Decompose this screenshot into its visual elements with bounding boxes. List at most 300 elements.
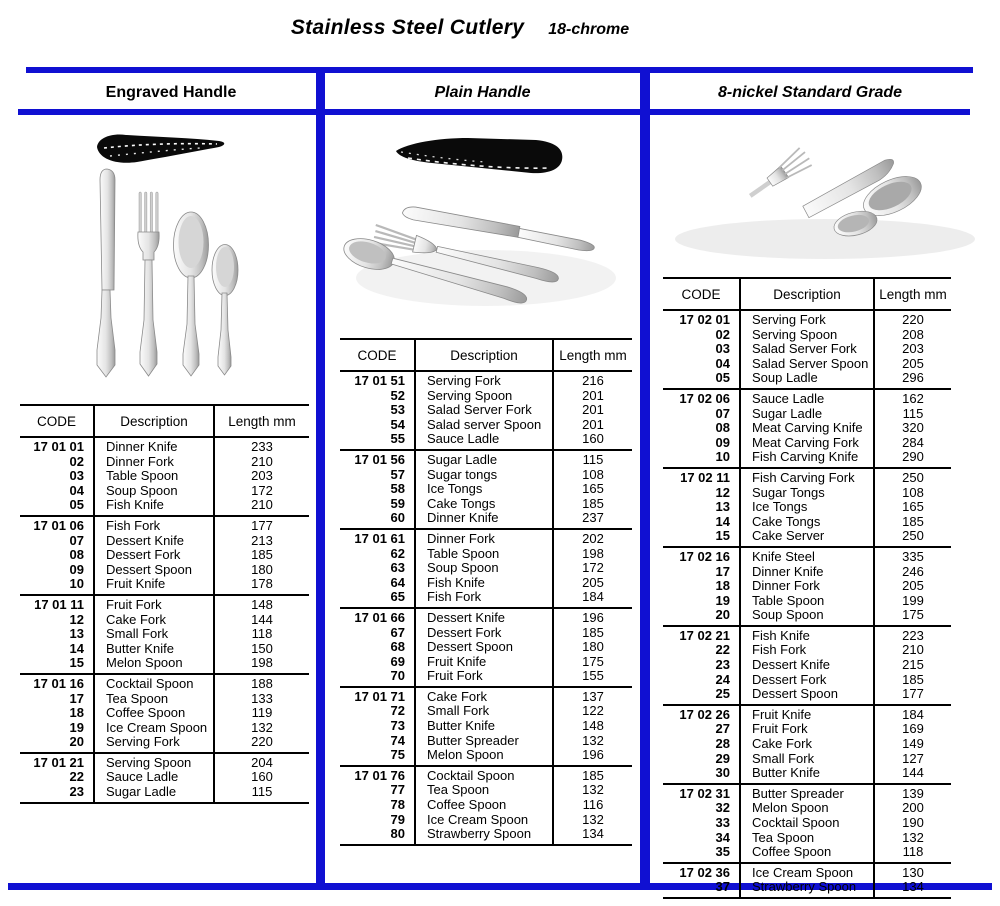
code-cell: 17 01 56 <box>354 451 405 467</box>
table-row <box>340 640 632 655</box>
length-cell: 246 <box>874 565 951 580</box>
column-header: Length mm <box>214 405 309 437</box>
code-cell: 02 <box>69 454 84 469</box>
table-row <box>663 816 951 831</box>
description-cell: Ice Cream Spoon <box>94 721 214 736</box>
table-row <box>340 813 632 828</box>
length-cell: 335 <box>874 547 951 565</box>
title-grade: 18-chrome <box>548 21 630 38</box>
code-cell: 55 <box>390 432 405 447</box>
length-cell: 250 <box>874 529 951 547</box>
engraved-table-spoon-icon <box>174 212 209 376</box>
table-row <box>663 880 951 898</box>
code-cell: 22 <box>69 770 84 785</box>
table-row <box>20 563 309 578</box>
description-cell: Dessert Knife <box>740 658 874 673</box>
length-cell: 296 <box>874 371 951 389</box>
code-cell: 24 <box>715 672 730 687</box>
description-cell: Cake Tongs <box>740 515 874 530</box>
code-cell: 17 <box>715 564 730 579</box>
code-cell: 07 <box>715 406 730 421</box>
nickel-grade-table <box>663 277 951 899</box>
table-row <box>20 627 309 642</box>
code-cell: 70 <box>390 669 405 684</box>
length-cell: 198 <box>214 656 309 674</box>
column-header: Length mm <box>553 339 632 371</box>
description-cell: Coffee Spoon <box>94 706 214 721</box>
table-row <box>663 737 951 752</box>
description-cell: Strawberry Spoon <box>415 827 553 845</box>
code-cell: 25 <box>715 687 730 702</box>
code-cell: 17 01 61 <box>354 530 405 546</box>
length-cell: 188 <box>214 674 309 692</box>
length-cell: 184 <box>553 590 632 608</box>
length-cell: 132 <box>553 734 632 749</box>
code-cell: 23 <box>715 658 730 673</box>
column-divider-1 <box>316 67 325 890</box>
length-cell: 201 <box>553 418 632 433</box>
code-cell: 17 02 21 <box>679 627 730 643</box>
table-row <box>340 511 632 529</box>
description-cell: Fruit Knife <box>94 577 214 595</box>
length-cell: 175 <box>874 608 951 626</box>
top-rule <box>26 67 973 73</box>
length-cell: 220 <box>214 735 309 753</box>
code-cell: 14 <box>69 641 84 656</box>
table-row <box>663 658 951 673</box>
code-cell: 09 <box>69 562 84 577</box>
table-row <box>340 576 632 591</box>
code-cell: 05 <box>715 371 730 386</box>
code-cell: 59 <box>390 496 405 511</box>
length-cell: 137 <box>553 687 632 705</box>
code-cell: 07 <box>69 533 84 548</box>
description-cell: Sauce Ladle <box>415 432 553 450</box>
table-row <box>20 469 309 484</box>
code-cell: 17 01 21 <box>33 754 84 770</box>
table-row <box>663 626 951 644</box>
code-cell: 03 <box>69 469 84 484</box>
length-cell: 148 <box>214 595 309 613</box>
column-header: Description <box>94 405 214 437</box>
table-row <box>663 766 951 784</box>
table-row <box>20 595 309 613</box>
length-cell: 208 <box>874 328 951 343</box>
length-cell: 210 <box>214 455 309 470</box>
table-row <box>663 328 951 343</box>
table-row <box>340 626 632 641</box>
table-row <box>20 498 309 516</box>
code-cell: 18 <box>715 579 730 594</box>
description-cell: Dessert Spoon <box>415 640 553 655</box>
table-row <box>663 565 951 580</box>
length-cell: 205 <box>874 579 951 594</box>
code-cell: 54 <box>390 417 405 432</box>
description-cell: Melon Spoon <box>94 656 214 674</box>
length-cell: 284 <box>874 436 951 451</box>
description-cell: Fruit Fork <box>740 722 874 737</box>
description-cell: Cocktail Spoon <box>415 766 553 784</box>
length-cell: 203 <box>214 469 309 484</box>
description-cell: Fruit Knife <box>415 655 553 670</box>
table-row <box>663 529 951 547</box>
column-divider-2 <box>640 67 650 890</box>
length-cell: 150 <box>214 642 309 657</box>
code-cell: 13 <box>715 500 730 515</box>
code-cell: 15 <box>715 529 730 544</box>
length-cell: 165 <box>874 500 951 515</box>
length-cell: 290 <box>874 450 951 468</box>
code-cell: 17 02 11 <box>680 469 730 485</box>
table-row <box>20 437 309 455</box>
code-cell: 03 <box>715 342 730 357</box>
table-row <box>340 827 632 845</box>
code-cell: 19 <box>715 593 730 608</box>
length-cell: 127 <box>874 752 951 767</box>
table-row <box>20 721 309 736</box>
code-cell: 15 <box>69 656 84 671</box>
description-cell: Dessert Fork <box>415 626 553 641</box>
table-row <box>340 371 632 389</box>
length-cell: 180 <box>553 640 632 655</box>
description-cell: Table Spoon <box>740 594 874 609</box>
description-cell: Table Spoon <box>415 547 553 562</box>
description-cell: Cake Server <box>740 529 874 547</box>
table-row <box>340 468 632 483</box>
length-cell: 178 <box>214 577 309 595</box>
length-cell: 196 <box>553 748 632 766</box>
description-cell: Dinner Fork <box>740 579 874 594</box>
table-row <box>340 403 632 418</box>
table-row <box>340 418 632 433</box>
length-cell: 133 <box>214 692 309 707</box>
length-cell: 177 <box>214 516 309 534</box>
length-cell: 250 <box>874 468 951 486</box>
table-row <box>663 722 951 737</box>
length-cell: 155 <box>553 669 632 687</box>
code-cell: 65 <box>390 590 405 605</box>
code-cell: 17 <box>69 691 84 706</box>
code-cell: 20 <box>69 735 84 750</box>
code-cell: 23 <box>69 785 84 800</box>
length-cell: 122 <box>553 704 632 719</box>
code-cell: 17 02 01 <box>679 312 730 327</box>
description-cell: Dinner Knife <box>740 565 874 580</box>
code-cell: 08 <box>69 548 84 563</box>
table-row <box>20 770 309 785</box>
length-cell: 132 <box>214 721 309 736</box>
length-cell: 185 <box>553 766 632 784</box>
description-cell: Butter Knife <box>415 719 553 734</box>
table-row <box>340 655 632 670</box>
title-main: Stainless Steel Cutlery <box>290 16 525 39</box>
engraved-cutlery-illustration <box>20 118 310 405</box>
description-cell: Sugar Ladle <box>415 450 553 468</box>
description-cell: Soup Spoon <box>740 608 874 626</box>
description-cell: Fruit Fork <box>415 669 553 687</box>
code-cell: 18 <box>69 706 84 721</box>
description-cell: Dessert Spoon <box>94 563 214 578</box>
column-header: CODE <box>340 339 415 371</box>
table-row <box>340 734 632 749</box>
description-cell: Cake Fork <box>740 737 874 752</box>
length-cell: 134 <box>874 880 951 898</box>
description-cell: Cocktail Spoon <box>740 816 874 831</box>
length-cell: 185 <box>874 515 951 530</box>
code-cell: 73 <box>390 719 405 734</box>
code-cell: 33 <box>715 816 730 830</box>
code-cell: 17 02 16 <box>679 548 730 564</box>
length-cell: 203 <box>874 342 951 357</box>
code-cell: 32 <box>715 801 730 816</box>
plain-handle-silhouette-icon <box>396 138 562 173</box>
code-cell: 27 <box>715 722 730 737</box>
table-row <box>663 486 951 501</box>
table-row <box>663 407 951 422</box>
code-cell: 10 <box>715 450 730 465</box>
table-row <box>663 673 951 688</box>
code-cell: 17 01 11 <box>34 596 84 612</box>
table-row <box>340 497 632 512</box>
length-cell: 115 <box>214 785 309 803</box>
code-cell: 17 01 76 <box>354 767 405 783</box>
table-row <box>20 484 309 499</box>
table-row <box>663 310 951 328</box>
description-cell: Serving Spoon <box>415 389 553 404</box>
length-cell: 233 <box>214 437 309 455</box>
column-header: CODE <box>20 405 94 437</box>
table-row <box>663 643 951 658</box>
description-cell: Soup Ladle <box>740 371 874 389</box>
description-cell: Sugar Ladle <box>94 785 214 803</box>
table-row <box>663 357 951 372</box>
table-row <box>20 785 309 803</box>
table-row <box>340 450 632 468</box>
code-cell: 37 <box>715 880 730 895</box>
length-cell: 213 <box>214 534 309 549</box>
table-row <box>663 468 951 486</box>
code-cell: 17 01 01 <box>33 439 84 454</box>
description-cell: Cake Tongs <box>415 497 553 512</box>
code-cell: 69 <box>390 654 405 669</box>
code-cell: 75 <box>390 748 405 763</box>
table-row <box>663 371 951 389</box>
table-row <box>663 579 951 594</box>
length-cell: 115 <box>874 407 951 422</box>
length-cell: 223 <box>874 626 951 644</box>
column-header: CODE <box>663 278 740 310</box>
code-cell: 17 01 66 <box>354 609 405 625</box>
length-cell: 205 <box>874 357 951 372</box>
length-cell: 108 <box>553 468 632 483</box>
description-cell: Melon Spoon <box>415 748 553 766</box>
engraved-dinner-fork-icon <box>138 192 159 376</box>
length-cell: 119 <box>214 706 309 721</box>
description-cell: Table Spoon <box>94 469 214 484</box>
table-row <box>340 704 632 719</box>
length-cell: 172 <box>553 561 632 576</box>
table-row <box>340 547 632 562</box>
code-cell: 20 <box>715 608 730 623</box>
code-cell: 53 <box>390 403 405 418</box>
code-cell: 30 <box>715 766 730 781</box>
description-cell: Fruit Fork <box>94 595 214 613</box>
table-row <box>663 752 951 767</box>
description-cell: Salad server Spoon <box>415 418 553 433</box>
length-cell: 162 <box>874 389 951 407</box>
description-cell: Soup Spoon <box>94 484 214 499</box>
table-row <box>663 687 951 705</box>
description-cell: Knife Steel <box>740 547 874 565</box>
description-cell: Fish Fork <box>94 516 214 534</box>
engraved-handle-silhouette-icon <box>97 135 224 163</box>
table-row <box>20 642 309 657</box>
table-row <box>20 455 309 470</box>
table-row <box>340 783 632 798</box>
code-cell: 13 <box>69 627 84 642</box>
table-row <box>663 594 951 609</box>
description-cell: Coffee Spoon <box>740 845 874 863</box>
description-cell: Sauce Ladle <box>94 770 214 785</box>
description-cell: Salad Server Spoon <box>740 357 874 372</box>
code-cell: 80 <box>390 827 405 842</box>
description-cell: Dessert Fork <box>94 548 214 563</box>
length-cell: 169 <box>874 722 951 737</box>
description-cell: Sugar Tongs <box>740 486 874 501</box>
code-cell: 17 01 51 <box>354 373 405 388</box>
description-cell: Small Fork <box>415 704 553 719</box>
table-header-row <box>20 405 309 437</box>
table-row <box>20 753 309 771</box>
code-cell: 79 <box>390 812 405 827</box>
description-cell: Small Fork <box>94 627 214 642</box>
length-cell: 201 <box>553 403 632 418</box>
table-row <box>20 613 309 628</box>
description-cell: Butter Spreader <box>415 734 553 749</box>
description-cell: Serving Fork <box>740 310 874 328</box>
length-cell: 160 <box>214 770 309 785</box>
code-cell: 68 <box>390 640 405 655</box>
code-cell: 12 <box>715 485 730 500</box>
length-cell: 185 <box>553 497 632 512</box>
code-cell: 52 <box>390 388 405 403</box>
length-cell: 139 <box>874 784 951 802</box>
description-cell: Salad Server Fork <box>415 403 553 418</box>
code-cell: 17 01 06 <box>33 517 84 533</box>
table-row <box>20 548 309 563</box>
code-cell: 17 01 16 <box>33 675 84 691</box>
code-cell: 12 <box>69 612 84 627</box>
length-cell: 202 <box>553 529 632 547</box>
table-row <box>340 798 632 813</box>
description-cell: Tea Spoon <box>94 692 214 707</box>
description-cell: Cake Fork <box>415 687 553 705</box>
engraved-handle-table <box>20 404 309 804</box>
table-row <box>663 705 951 723</box>
code-cell: 08 <box>715 421 730 436</box>
length-cell: 130 <box>874 863 951 881</box>
engraved-tea-spoon-icon <box>212 245 238 376</box>
table-row <box>340 561 632 576</box>
length-cell: 237 <box>553 511 632 529</box>
code-cell: 57 <box>390 467 405 482</box>
description-cell: Tea Spoon <box>415 783 553 798</box>
code-cell: 62 <box>390 546 405 561</box>
length-cell: 210 <box>874 643 951 658</box>
length-cell: 144 <box>874 766 951 784</box>
description-cell: Sugar Ladle <box>740 407 874 422</box>
length-cell: 180 <box>214 563 309 578</box>
code-cell: 72 <box>390 704 405 719</box>
description-cell: Tea Spoon <box>740 831 874 846</box>
code-cell: 19 <box>69 720 84 735</box>
nickel-cutlery-illustration <box>650 113 990 280</box>
length-cell: 210 <box>214 498 309 516</box>
description-cell: Fruit Knife <box>740 705 874 723</box>
code-cell: 67 <box>390 625 405 640</box>
table-row <box>340 766 632 784</box>
description-cell: Strawberry Spoon <box>740 880 874 898</box>
description-cell: Sugar tongs <box>415 468 553 483</box>
code-cell: 17 02 31 <box>679 785 730 801</box>
length-cell: 216 <box>553 371 632 389</box>
engraved-dinner-knife-icon <box>97 169 115 377</box>
description-cell: Dessert Knife <box>94 534 214 549</box>
length-cell: 148 <box>553 719 632 734</box>
length-cell: 220 <box>874 310 951 328</box>
table-row <box>663 608 951 626</box>
description-cell: Dessert Fork <box>740 673 874 688</box>
code-cell: 28 <box>715 737 730 752</box>
length-cell: 132 <box>553 783 632 798</box>
table-row <box>340 669 632 687</box>
description-cell: Fish Carving Fork <box>740 468 874 486</box>
description-cell: Cake Fork <box>94 613 214 628</box>
table-header-row <box>663 278 951 310</box>
description-cell: Salad Server Fork <box>740 342 874 357</box>
length-cell: 196 <box>553 608 632 626</box>
description-cell: Butter Spreader <box>740 784 874 802</box>
description-cell: Fish Fork <box>740 643 874 658</box>
table-row <box>663 515 951 530</box>
description-cell: Butter Knife <box>740 766 874 784</box>
code-cell: 14 <box>715 514 730 529</box>
code-cell: 09 <box>715 435 730 450</box>
code-cell: 02 <box>715 327 730 342</box>
table-row <box>663 547 951 565</box>
code-cell: 34 <box>715 830 730 845</box>
description-cell: Butter Knife <box>94 642 214 657</box>
code-cell: 04 <box>69 483 84 498</box>
description-cell: Serving Spoon <box>740 328 874 343</box>
code-cell: 60 <box>390 511 405 526</box>
length-cell: 215 <box>874 658 951 673</box>
code-cell: 35 <box>715 845 730 860</box>
column-header: Length mm <box>874 278 951 310</box>
cutlery-table <box>340 338 632 846</box>
length-cell: 132 <box>874 831 951 846</box>
length-cell: 108 <box>874 486 951 501</box>
table-row <box>663 389 951 407</box>
length-cell: 190 <box>874 816 951 831</box>
description-cell: Meat Carving Knife <box>740 421 874 436</box>
plain-handle-table <box>340 338 632 846</box>
description-cell: Fish Knife <box>740 626 874 644</box>
length-cell: 201 <box>553 389 632 404</box>
description-cell: Dinner Knife <box>415 511 553 529</box>
description-cell: Dessert Spoon <box>740 687 874 705</box>
length-cell: 198 <box>553 547 632 562</box>
